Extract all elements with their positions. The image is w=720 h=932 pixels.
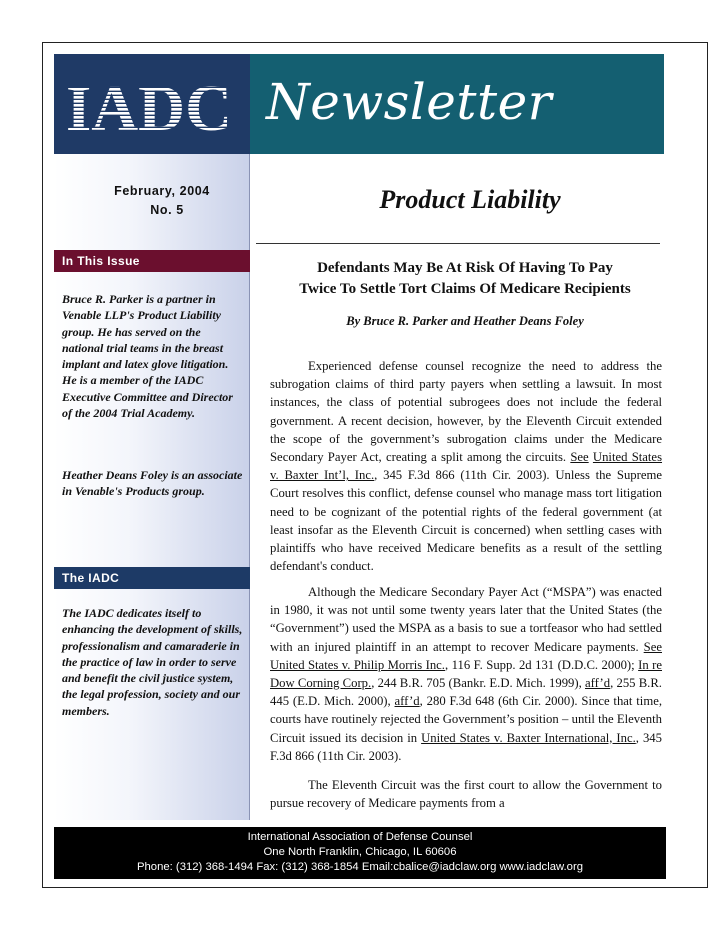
- iadc-mission-statement: The IADC dedicates itself to enhancing the development of skills, professionalism and camaraderie in the practice of law in order to serve and benefit the civil justice system, the legal profession, society and our members.: [62, 606, 243, 718]
- text-run: , 345 F.3d 866 (11th Cir. 2003).: [270, 730, 662, 763]
- issue-number: No. 5: [150, 203, 184, 217]
- text-run: Experienced defense counsel recognize the need to address the subrogation claims of third party payers when settling a lawsuit. In most instances, the class of potential subrogees does not include the federal government. A recent decision, however, by the Eleventh Circuit extended the scope of the government’s subrogation claims under the Medicare Secondary Payer Act, creating a split among the circuits.: [270, 359, 662, 465]
- case-citation: United States v. Philip Morris Inc.: [270, 657, 445, 672]
- section-title: Product Liability: [379, 185, 561, 214]
- citation-signal: See: [643, 639, 662, 654]
- footer-address: One North Franklin, Chicago, IL 60606: [263, 846, 457, 858]
- article-byline: By Bruce R. Parker and Heather Deans Foley: [346, 314, 584, 328]
- case-history: aff’d: [584, 676, 611, 691]
- in-this-issue-heading: In This Issue: [54, 250, 250, 272]
- case-citation: United States v. Baxter International, Inc.: [421, 730, 636, 745]
- iadc-logo-text: IADC: [66, 72, 232, 136]
- text-run: , 116 F. Supp. 2d 131 (D.D.C. 2000);: [444, 657, 639, 672]
- footer-organization: International Association of Defense Counsel: [247, 831, 473, 843]
- footer-contact: Phone: (312) 368-1494 Fax: (312) 368-1854 Email:cbalice@iadclaw.org www.iadclaw.org: [136, 861, 584, 873]
- article-paragraph-3: The Eleventh Circuit was the first court to allow the Government to pursue recovery of Medicare payments from a: [270, 778, 662, 811]
- newsletter-wordmark: Newsletter: [266, 73, 553, 131]
- citation-signal: See: [570, 450, 589, 465]
- article-title: [270, 258, 660, 300]
- text-run: , 280 F.3d 648 (6th Cir. 2000). Since that time, courts have routinely rejected the Government’s position – until the Eleventh Circuit issued its decision in: [270, 694, 662, 745]
- text-run: Although the Medicare Secondary Payer Act (“MSPA”) was enacted in 1980, it was not until some twenty years later that the United States (the “Government”) used the MSPA as a basis to sue a tortfeasor who had settled with an injured plaintiff in an attempt to recover Medicare payments.: [270, 585, 662, 654]
- header-divider: [256, 243, 660, 244]
- author-bio-parker: Bruce R. Parker is a partner in Venable LLP's Product Liability group. He has served on the national trial teams in the breast implant and latex glove litigation. He is a member of the IADC Executive Committee and Director of the 2004 Trial Academy.: [62, 292, 233, 421]
- issue-info: [54, 182, 250, 220]
- author-bio-foley: Heather Deans Foley is an associate in Venable's Products group.: [62, 468, 243, 499]
- issue-date: February, 2004: [114, 184, 210, 198]
- iadc-logo: [64, 72, 234, 136]
- footer: [54, 827, 666, 879]
- text-run: , 244 B.R. 705 (Bankr. E.D. Mich. 1999),: [371, 676, 585, 691]
- the-iadc-heading: The IADC: [54, 567, 250, 589]
- article-paragraph-1: [270, 357, 662, 575]
- text-run: , 255 B.R. 445 (E.D. Mich. 2000),: [270, 676, 662, 709]
- article-title-line-1: Defendants May Be At Risk Of Having To Pay: [317, 260, 613, 276]
- text-run: , 345 F.3d 866 (11th Cir. 2003). Unless the Supreme Court resolves this conflict, defense counsel who manage mass tort litigation need to be cognizant of the potential rights of the federal government (at least insofar as the Eleventh Circuit is concerned) when settling cases with plaintiffs who have received Medicare benefits as a result of the settling defendant's conduct.: [270, 468, 662, 574]
- article-title-line-2: Twice To Settle Tort Claims Of Medicare Recipients: [299, 281, 631, 297]
- case-citation: In re Dow Corning Corp.: [270, 657, 662, 691]
- case-citation: United States v. Baxter Int’l, Inc.: [270, 450, 663, 483]
- article-paragraph-2: [270, 583, 662, 765]
- case-history: aff’d: [394, 694, 420, 709]
